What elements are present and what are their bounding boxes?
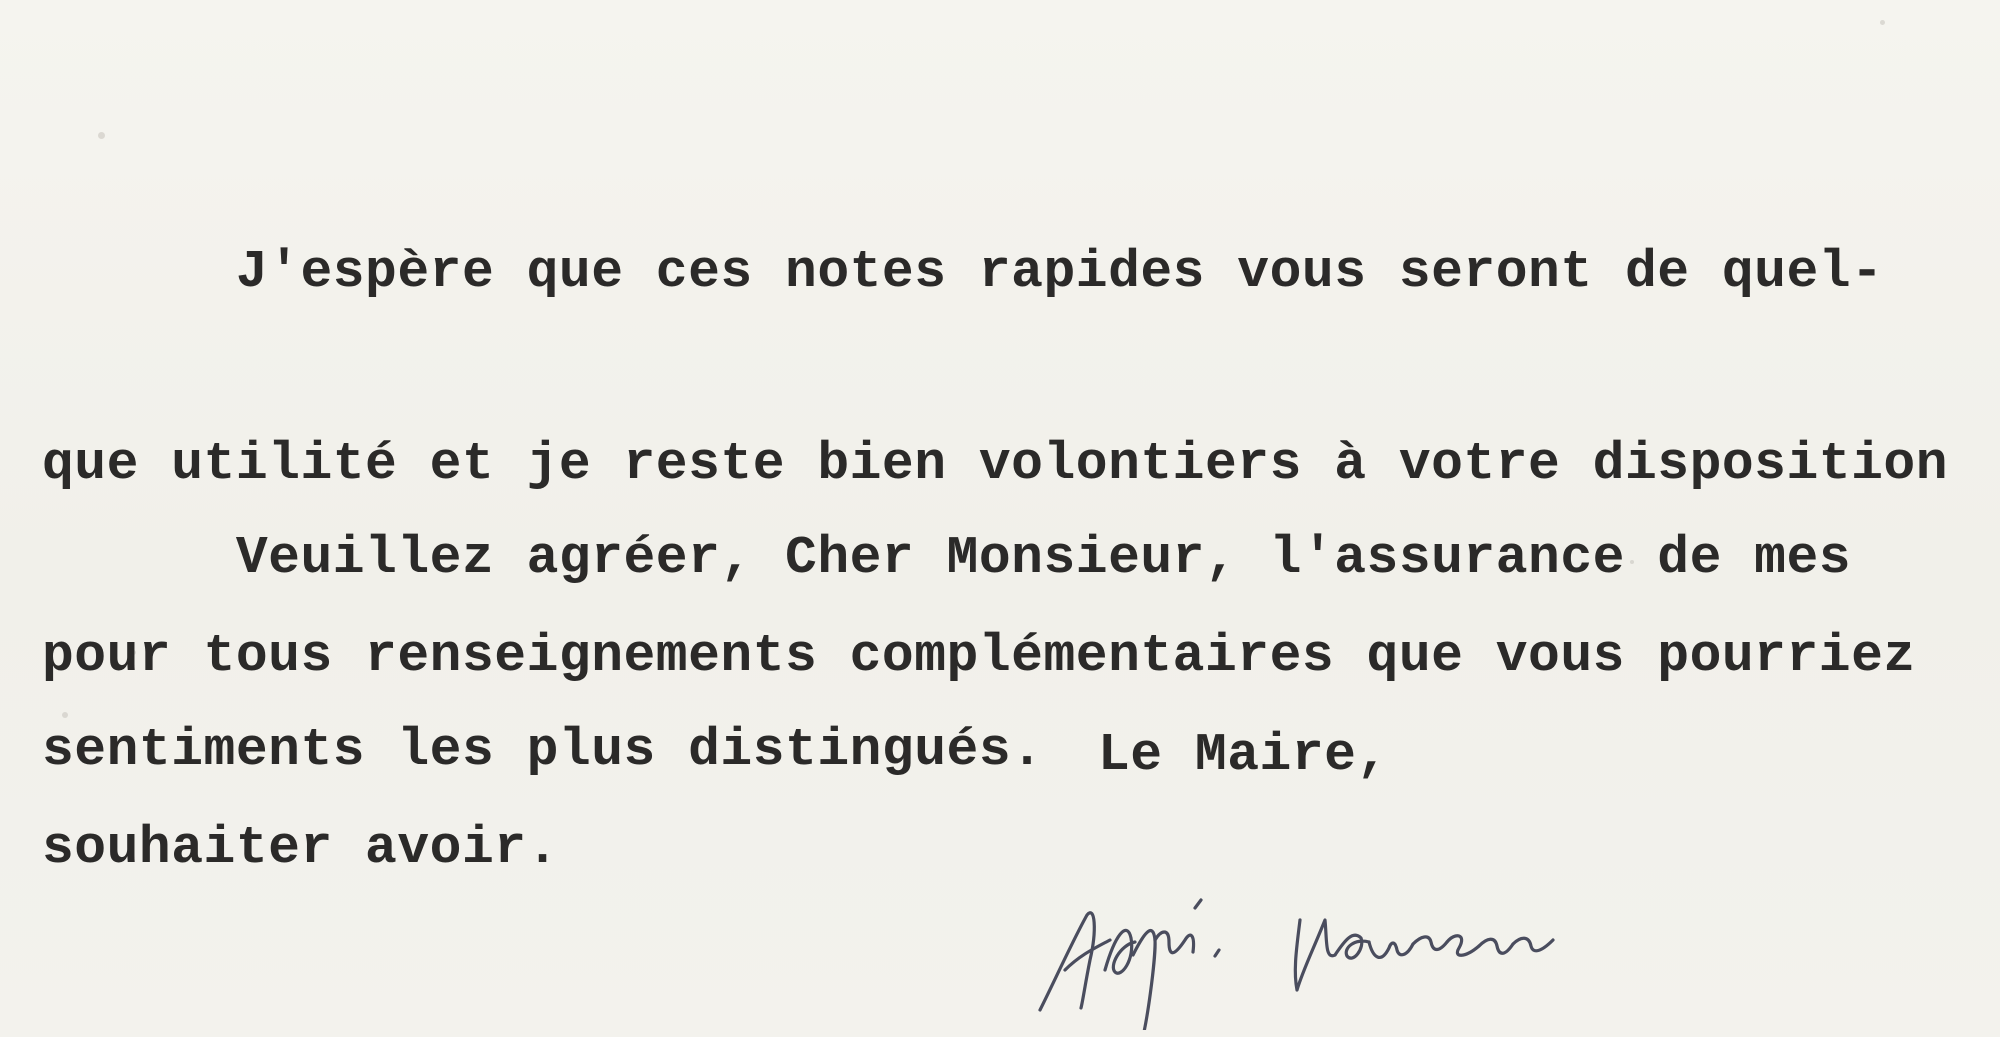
paper-speck bbox=[1880, 20, 1885, 25]
handwritten-signature bbox=[1035, 860, 1655, 1030]
text-line: sentiments les plus distingués. bbox=[42, 720, 1044, 780]
letter-paragraph-2 bbox=[42, 398, 1851, 910]
text-line: Veuillez agréer, Cher Monsieur, l'assurance de mes bbox=[42, 528, 1852, 588]
text-line: souhaiter avoir. bbox=[42, 818, 559, 878]
text-line: J'espère que ces notes rapides vous seront de quel- bbox=[42, 242, 1884, 302]
text-line: que utilité et je reste bien volontiers à votre disposition bbox=[42, 434, 1949, 494]
text-line: pour tous renseignements complémentaires que vous pourriez bbox=[42, 626, 1916, 686]
closing-title: Le Maire, bbox=[1098, 725, 1389, 785]
